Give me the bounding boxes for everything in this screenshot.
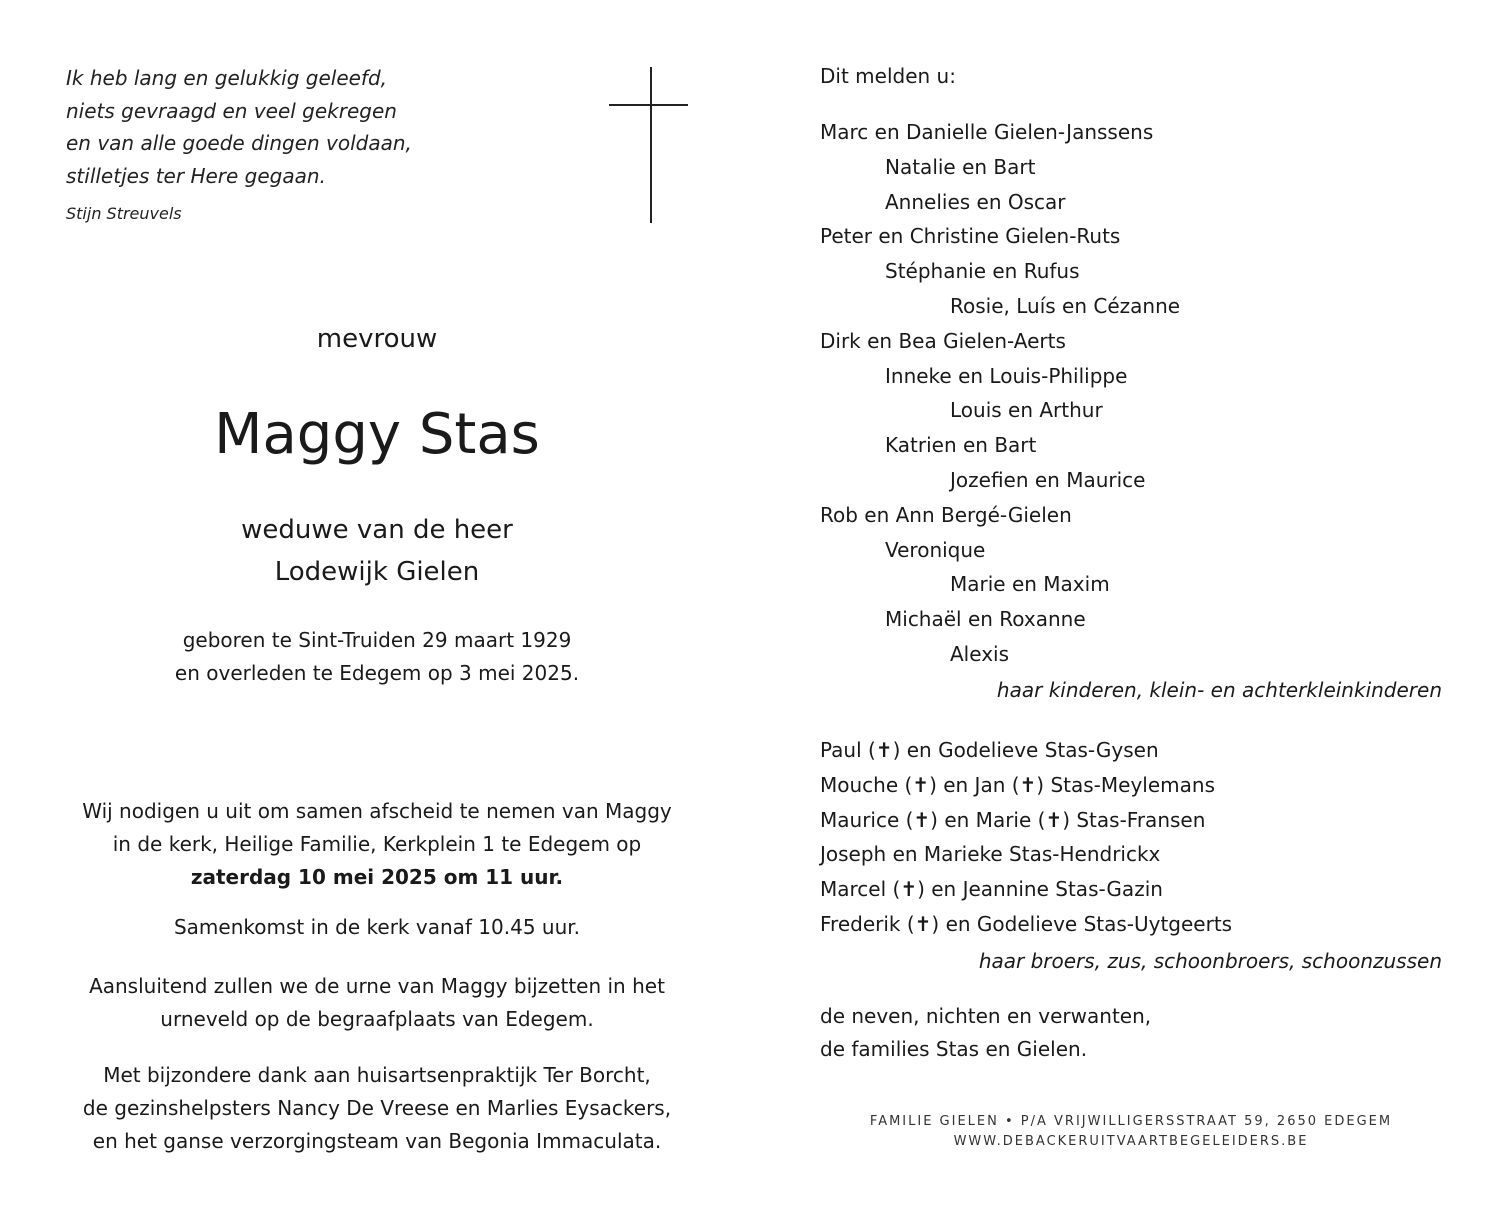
urn-line: urneveld op de begraafplaats van Edegem. xyxy=(160,1007,594,1031)
family-member: Rob en Ann Bergé-Gielen xyxy=(820,502,1072,527)
poem-line: niets gevraagd en veel gekregen xyxy=(66,98,397,123)
announcers-heading: Dit melden u: xyxy=(820,64,956,88)
siblings-list xyxy=(820,733,1232,942)
family-member: Rosie, Luís en Cézanne xyxy=(950,293,1181,318)
born-line: geboren te Sint-Truiden 29 maart 1929 xyxy=(182,628,572,652)
family-member: Inneke en Louis-Philippe xyxy=(885,363,1128,388)
family-member: Dirk en Bea Gielen-Aerts xyxy=(820,328,1066,353)
footer-address: FAMILIE GIELEN • P/A VRIJWILLIGERSSTRAAT 59, 2650 EDEGEM xyxy=(869,1114,1393,1129)
cross-icon-bar xyxy=(609,104,688,106)
widow-line: weduwe van de heer xyxy=(241,515,513,545)
family-member: Katrien en Bart xyxy=(885,433,1037,458)
family-member: Marie en Maxim xyxy=(950,572,1110,597)
other-relatives xyxy=(820,1000,1151,1066)
family-member: Peter en Christine Gielen-Ruts xyxy=(820,224,1121,249)
sibling: Joseph en Marieke Stas-Hendrickx xyxy=(820,842,1161,867)
sibling: Mouche (✝) en Jan (✝) Stas-Meylemans xyxy=(820,772,1215,797)
poem-line: stilletjes ter Here gegaan. xyxy=(66,163,326,188)
thanks-line: Met bijzondere dank aan huisartsenpraktijk Ter Borcht, xyxy=(103,1063,651,1087)
family-member: Natalie en Bart xyxy=(885,154,1036,179)
urn-placement xyxy=(40,970,714,1036)
thanks-line: en het ganse verzorgingsteam van Begonia Immaculata. xyxy=(92,1129,662,1153)
family-member: Alexis xyxy=(950,641,1010,666)
family-member: Stéphanie en Rufus xyxy=(885,259,1080,284)
deceased-title: mevrouw xyxy=(316,324,438,354)
invitation-line: in de kerk, Heilige Familie, Kerkplein 1 te Edegem op xyxy=(112,832,642,856)
invitation xyxy=(40,795,714,894)
others-line: de families Stas en Gielen. xyxy=(820,1037,1088,1061)
cross-icon xyxy=(650,67,652,223)
poem-author: Stijn Streuvels xyxy=(66,204,182,223)
family-member: Annelies en Oscar xyxy=(885,189,1066,214)
others-line: de neven, nichten en verwanten, xyxy=(820,1004,1152,1028)
footer xyxy=(820,1112,1442,1152)
sibling: Frederik (✝) en Godelieve Stas-Uytgeerts xyxy=(820,911,1233,936)
siblings-caption: haar broers, zus, schoonbroers, schoonzussen xyxy=(978,949,1442,973)
spouse-name: Lodewijk Gielen xyxy=(274,557,480,587)
family-member: Louis en Arthur xyxy=(950,398,1103,423)
footer-website: WWW.DEBACKERUITVAARTBEGELEIDERS.BE xyxy=(953,1134,1309,1149)
thanks xyxy=(40,1059,714,1158)
birth-death xyxy=(40,624,714,690)
widow-of xyxy=(40,509,714,593)
poem-line: Ik heb lang en gelukkig geleefd, xyxy=(66,66,388,90)
urn-line: Aansluitend zullen we de urne van Maggy bijzetten in het xyxy=(89,974,665,998)
thanks-line: de gezinshelpsters Nancy De Vreese en Marlies Eysackers, xyxy=(82,1096,672,1120)
family-list xyxy=(820,115,1180,672)
sibling: Maurice (✝) en Marie (✝) Stas-Fransen xyxy=(820,807,1206,832)
family-caption: haar kinderen, klein- en achterkleinkinderen xyxy=(996,678,1442,702)
died-line: en overleden te Edegem op 3 mei 2025. xyxy=(174,661,580,685)
family-member: Marc en Danielle Gielen-Janssens xyxy=(820,120,1154,144)
family-member: Jozefien en Maurice xyxy=(950,467,1146,492)
invitation-line: Wij nodigen u uit om samen afscheid te nemen van Maggy xyxy=(82,799,672,823)
family-member: Michaël en Roxanne xyxy=(885,607,1086,632)
poem-line: en van alle goede dingen voldaan, xyxy=(66,131,412,155)
ceremony-date: zaterdag 10 mei 2025 om 11 uur. xyxy=(190,865,564,889)
sibling: Paul (✝) en Godelieve Stas-Gysen xyxy=(820,738,1159,762)
family-member: Veronique xyxy=(885,537,986,562)
gathering: Samenkomst in de kerk vanaf 10.45 uur. xyxy=(173,915,581,939)
deceased-name: Maggy Stas xyxy=(214,402,540,467)
sibling: Marcel (✝) en Jeannine Stas-Gazin xyxy=(820,877,1163,902)
poem xyxy=(66,62,412,192)
